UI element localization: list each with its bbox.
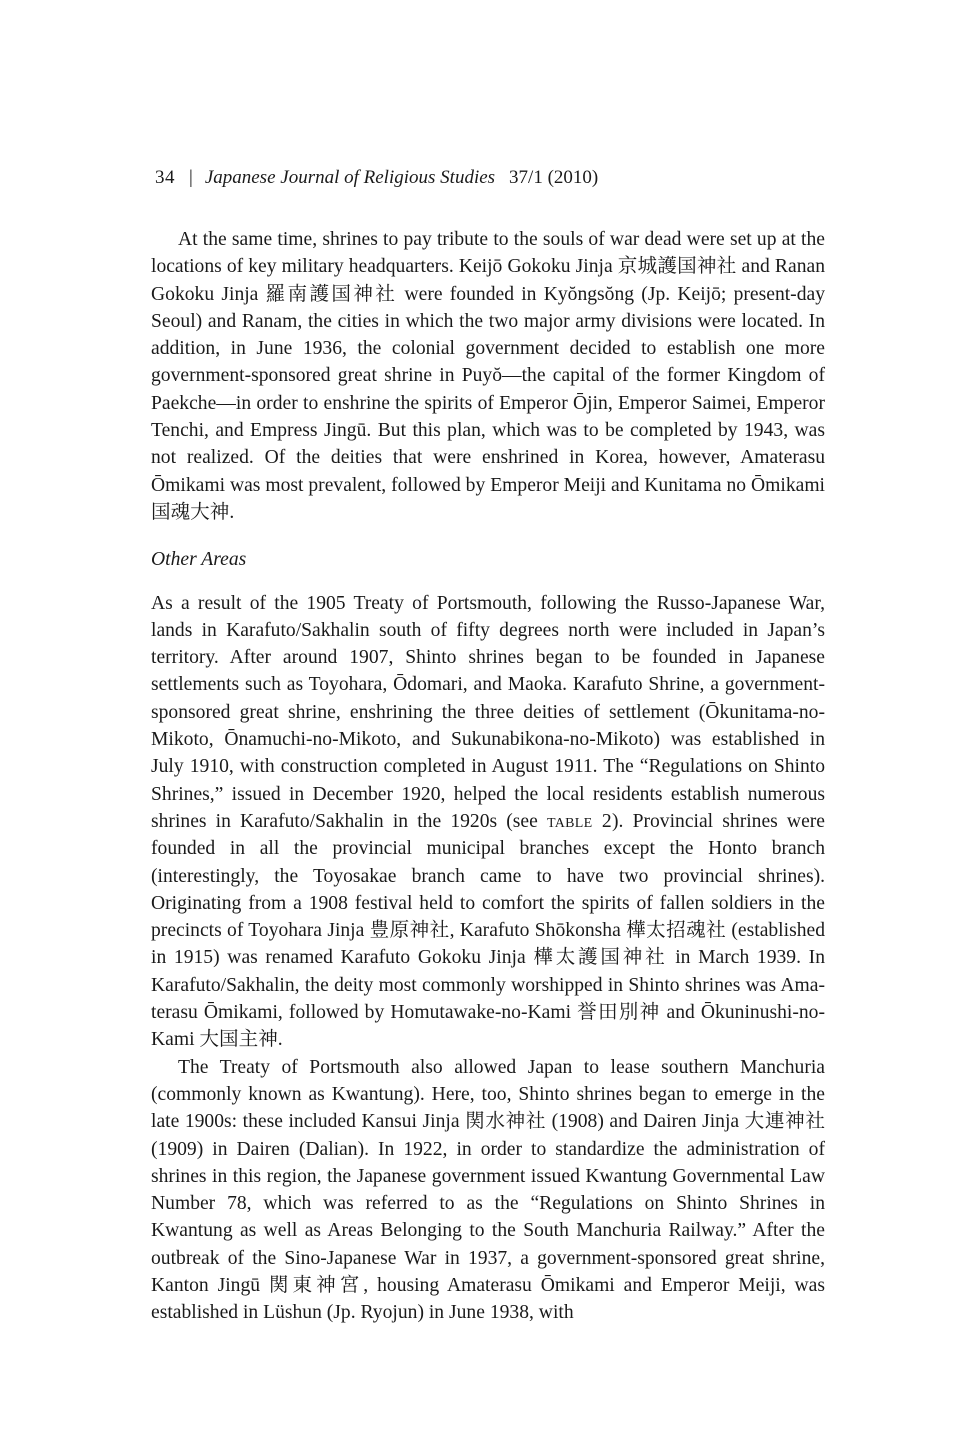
article-body [151,226,825,1327]
paragraph-karafuto-text-part2: ). Provincial shrines were founded in all the provincial municipal branches except the Honto branch (interestingly, the Toyosakae branch came to have two provincial shrines). Originating from a 1908 festival held to comfort the spirits of fallen soldiers in the precincts of Toyohara Jinja 豊原神社, Karafuto Shōkonsha 樺太招魂社 (established in 1915) was renamed Karafuto Gokoku Jinja 樺太護国神社 in March 1939. In Karafuto/Sakhalin, the deity most commonly worshipped in Shinto shrines was Ama-terasu Ōmikami, followed by Homutawake-no-Kami 誉田別神 and Ōkuninushi-no-Kami 大国主神. [151,810,825,1051]
volume-issue: 37/1 (2010) [509,167,599,188]
paragraph-kwantung-manchuria: The Treaty of Portsmouth also allowed Japan to lease southern Manchuria (commonly known as Kwantung). Here, too, Shinto shrines began to emerge in the late 1900s: these included Kansui Jinja 関水神社 (1908) and Dairen Jinja 大連神社 (1909) in Dairen (Dalian). In 1922, in order to standardize the administration of shrines in this region, the Japanese government issued Kwantung Governmental Law Number 78, which was referred to as the “Regulations on Shinto Shrines in Kwantung as well as Areas Belonging to the South Manchuria Railway.” After the outbreak of the Sino-Japanese War in 1937, a government-sponsored great shrine, Kanton Jingū 関東神宮, housing Amaterasu Ōmikami and Emperor Meiji, was established in Lüshun (Jp. Ryojun) in June 1938, with [151,1056,825,1324]
running-header [155,166,598,190]
paragraph-karafuto-text-part1: As a result of the 1905 Treaty of Portsmouth, following the Russo-Japanese War, lands in Karafuto/Sakhalin south of fifty degrees north were included in Japan’s territory. After around 1907, Shinto shrines began to be founded in Japanese settlements such as Toyohara, Ōdomari, and Maoka. Karafuto Shrine, a government-sponsored great shrine, enshrining the three deities of settlement (Ōkunitama-no-Mikoto, Ōnamuchi-no-Mikoto, and Sukunabikona-no-Mikoto) was established in July 1910, with construction completed in August 1911. The “Regulations on Shinto Shrines,” issued in December 1920, helped the local residents establish numerous shrines in Karafuto/Sakhalin in the 1920s (see [151,592,825,832]
paragraph-korea-war-dead-shrines: At the same time, shrines to pay tribute to the souls of war dead were set up at the locations of key military headquarters. Keijō Gokoku Jinja 京城護国神社 and Ranan Gokoku Jinja 羅南護国神社 were founded in Kyŏngsŏng (Jp. Keijō; present-day Seoul) and Ranam, the cities in which the two major army divisions were located. In addition, in June 1936, the colonial government decided to establish one more government-sponsored great shrine in Puyŏ—the capital of the former Kingdom of Paekche—in order to enshrine the spirits of Emperor Ōjin, Emperor Saimei, Emperor Tenchi, and Empress Jingū. But this plan, which was to be completed by 1943, was not realized. Of the deities that were enshrined in Korea, however, Amaterasu Ōmikami was most prevalent, followed by Emperor Meiji and Kunitama no Ōmikami 国魂大神. [151,229,825,523]
section-heading-other-areas: Other Areas [151,549,247,571]
paragraph-karafuto-sakhalin [151,590,825,1054]
page-number: 34 [155,167,175,188]
journal-title: Japanese Journal of Religious Studies [204,167,496,188]
table-reference: table 2 [546,810,613,832]
header-separator: | [189,167,193,188]
